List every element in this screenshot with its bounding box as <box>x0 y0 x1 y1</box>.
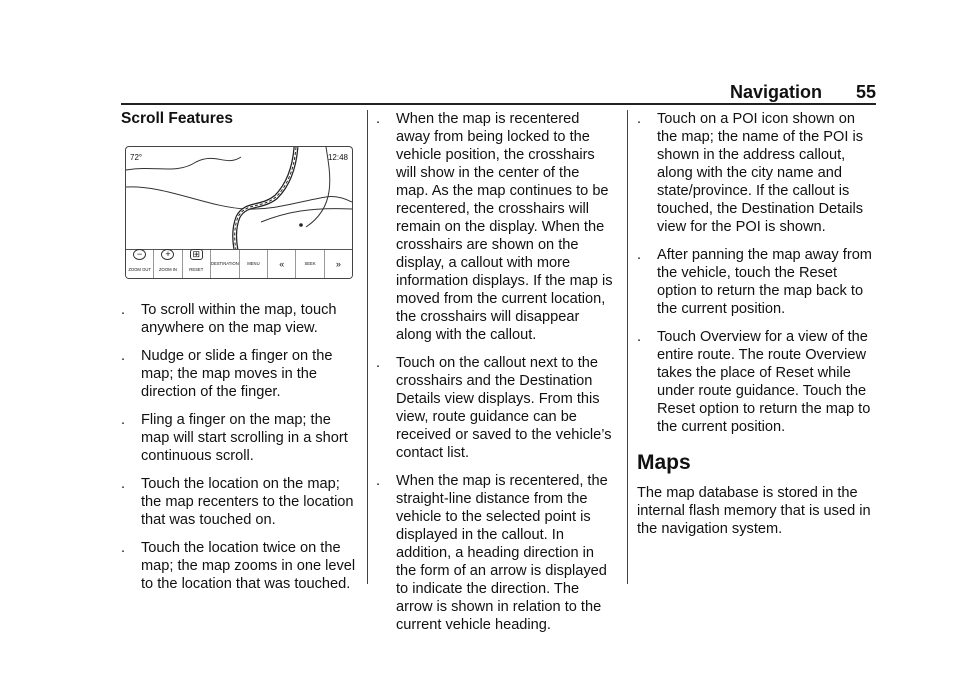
maps-heading: Maps <box>637 451 691 474</box>
list-item: . When the map is recentered away from being locked to the vehicle position, the crosshairs will show in the center of the map. As the map continues to be recentered, the crosshairs will remain on the display. When the crosshairs are shown on the display, a callout with more information displays. If the map is moved from the current location, the crosshairs will disappear along with the callout. <box>376 111 613 343</box>
column-3 <box>637 110 877 538</box>
map-screen-illustration <box>125 146 353 279</box>
bullet-list <box>637 110 877 436</box>
clock-readout: 12:48 <box>327 153 348 162</box>
zoom-out-icon: − <box>133 249 146 260</box>
list-item: . Nudge or slide a finger on the map; the map moves in the direction of the finger. <box>121 348 333 400</box>
list-item: . Fling a finger on the map; the map will start scrolling in a short continuous scroll. <box>121 412 348 464</box>
zoom-in-icon: + <box>161 249 174 260</box>
list-item: . Touch on the callout next to the crosshairs and the Destination Details view displays. From this view, route guidance can be received or saved to the vehicle’s contact list. <box>376 355 612 461</box>
reset-button[interactable]: ⊞ RESET <box>183 250 211 278</box>
list-item: . Touch Overview for a view of the entire route. The route Overview takes the place of Reset while under route guidance. Touch the Reset option to return the map to the current position. <box>637 329 871 435</box>
column-divider-2 <box>627 110 628 584</box>
maps-paragraph: The map database is stored in the internal flash memory that is used in the navigation system. <box>637 485 871 537</box>
map-roads <box>126 147 352 250</box>
bullet-list <box>376 110 614 634</box>
map-button-bar <box>126 249 352 278</box>
list-item: . Touch on a POI icon shown on the map; the name of the POI is shown in the address callout, along with the city name and state/province. If the callout is touched, the Destination Details view for the POI is shown. <box>637 111 864 235</box>
column-divider-1 <box>367 110 368 584</box>
column-2 <box>376 110 614 644</box>
seek-forward-icon: » <box>335 259 341 269</box>
seek-forward-button[interactable] <box>325 250 352 278</box>
list-item: . Touch the location twice on the map; the map zooms in one level to the location that was touched. <box>121 540 356 592</box>
reset-icon: ⊞ <box>190 249 203 260</box>
column-1 <box>121 110 356 603</box>
menu-button[interactable]: MENU <box>240 250 268 278</box>
bullet-list <box>121 301 356 593</box>
seek-back-button[interactable] <box>268 250 296 278</box>
section-title: Navigation <box>729 82 822 102</box>
destination-button[interactable]: DESTINATION <box>211 250 240 278</box>
page-number: 55 <box>855 82 876 102</box>
temperature-readout: 72° <box>130 153 143 162</box>
list-item: . Touch the location on the map; the map recenters to the location that was touched on. <box>121 476 354 528</box>
seek-button[interactable]: SEEK <box>296 250 324 278</box>
zoom-in-button[interactable]: + ZOOM IN <box>154 250 182 278</box>
zoom-out-button[interactable]: − ZOOM OUT <box>126 250 154 278</box>
list-item: . To scroll within the map, touch anywhere on the map view. <box>121 302 337 336</box>
seek-back-icon: « <box>279 259 285 269</box>
page-header <box>622 82 876 103</box>
section-heading: Scroll Features <box>121 110 233 127</box>
header-rule <box>121 103 876 105</box>
list-item: . When the map is recentered, the straight-line distance from the vehicle to the selected point is displayed in the callout. In addition, a heading direction in the form of an arrow is displayed to indicate the direction. The arrow is shown in relation to the current vehicle heading. <box>376 473 608 633</box>
list-item: . After panning the map away from the vehicle, touch the Reset option to return the map back to the current position. <box>637 247 872 317</box>
